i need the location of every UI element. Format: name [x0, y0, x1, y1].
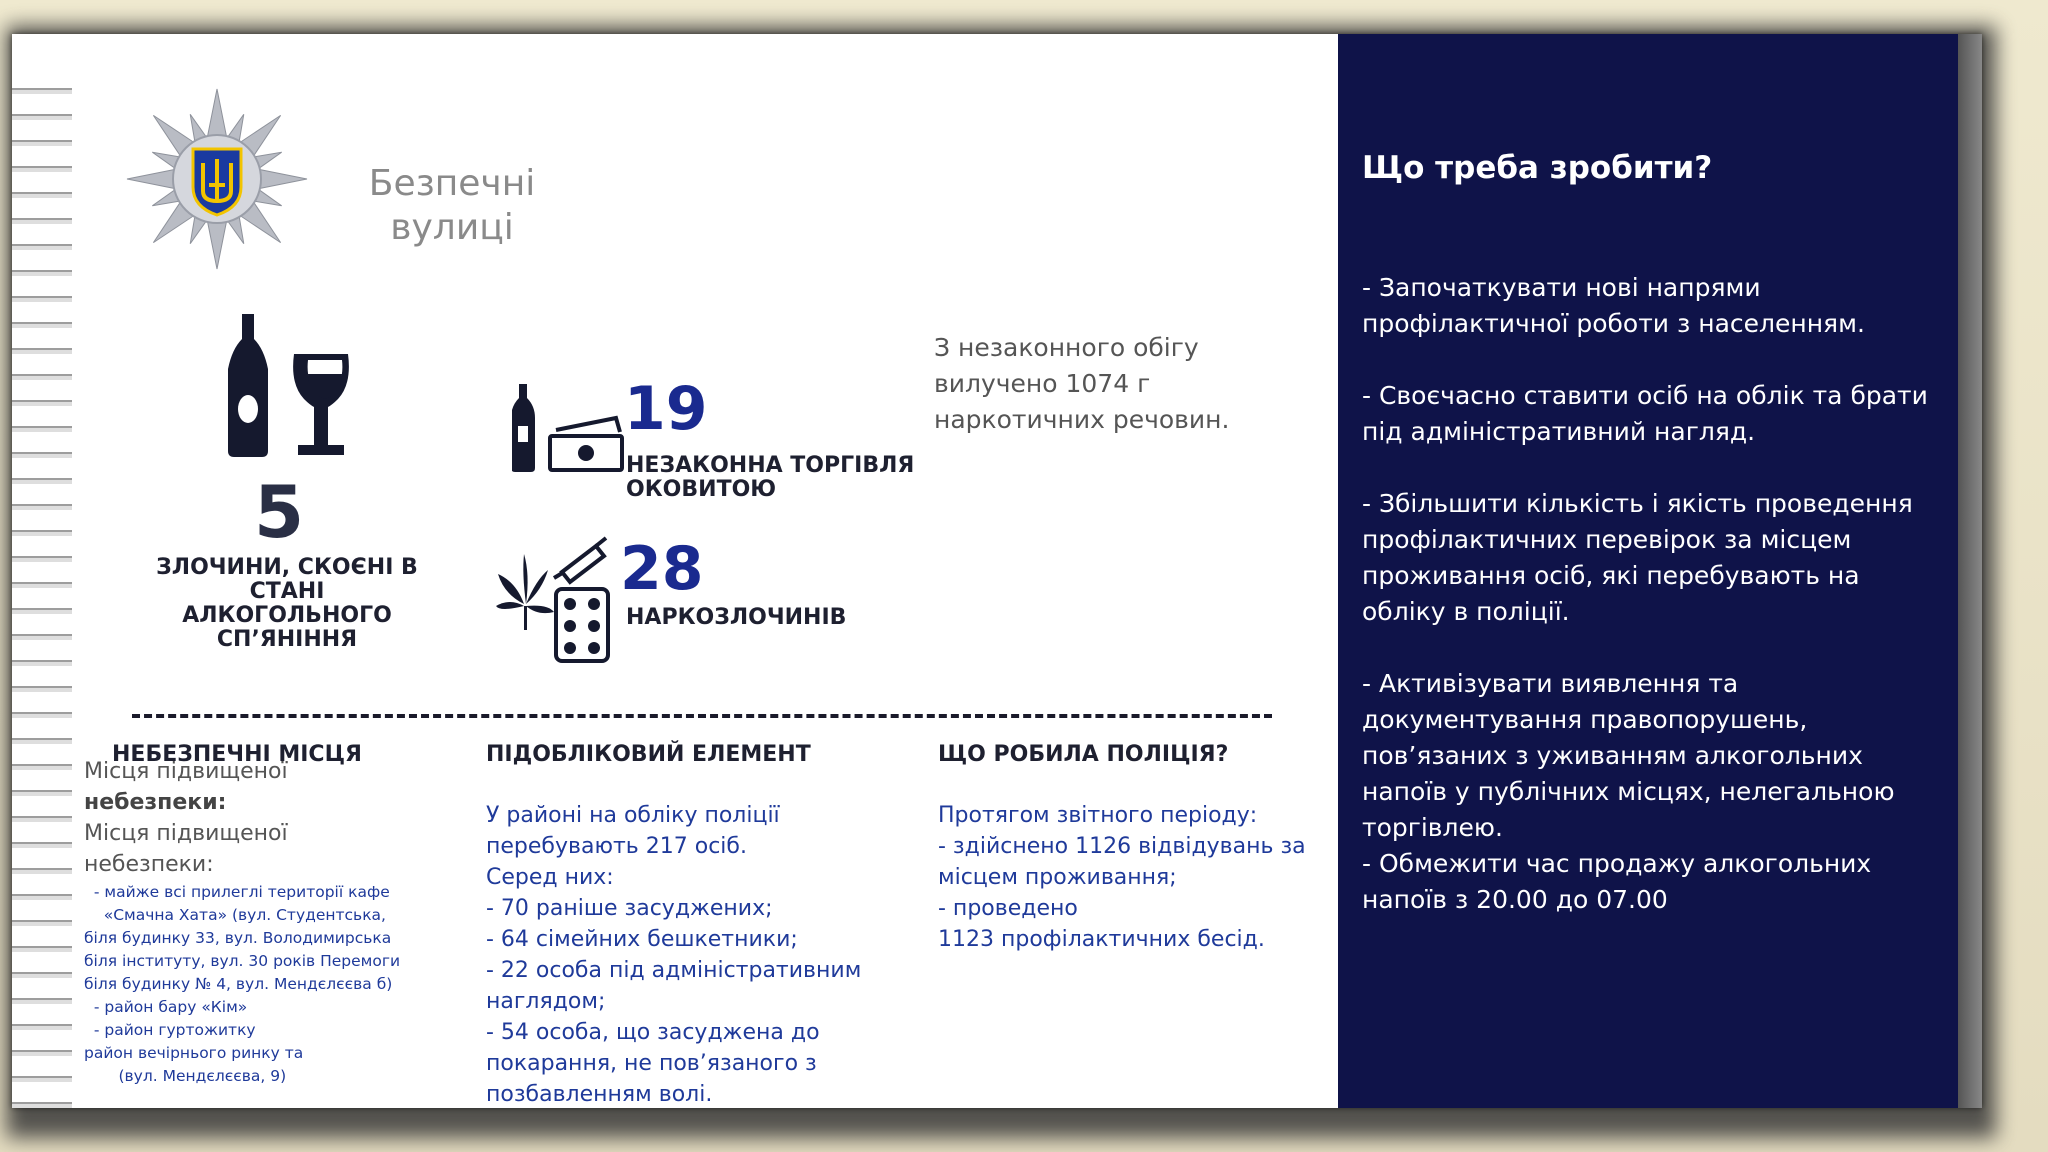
- registered-body: У районі на обліку поліції перебувають 217 осіб. Серед них: - 70 раніше засуджених; - 64 сімейних бешкетники; - 22 особа під адміністративним наглядом; - 54 особа, що засуджена до покарання, не пов’язаного з позбавленням волі.: [486, 803, 862, 1107]
- overlap-line2: небезпеки:: [84, 790, 227, 815]
- panel-edge: [1958, 34, 1982, 1108]
- subtitle-line2: небезпеки:: [84, 852, 214, 877]
- alcohol-crimes-label-line2: СТАНІ АЛКОГОЛЬНОГО: [182, 579, 392, 628]
- police-actions-body: Протягом звітного періоду: - здійснено 1126 відвідувань за місцем проживання; - проведено 1123 профілактичних бесід.: [938, 803, 1306, 952]
- seized-line1: З незаконного обігу: [934, 333, 1199, 362]
- brand-title: [342, 162, 562, 250]
- todo-item-2: - Своєчасно ставити осіб на облік та брати під адміністративний нагляд.: [1362, 381, 1928, 446]
- police-badge-icon: [122, 84, 312, 274]
- todo-item-5: - Обмежити час продажу алкогольних напоїв з 20.00 до 07.00: [1362, 849, 1872, 914]
- todo-title: Що треба зробити?: [1362, 150, 1713, 186]
- alcohol-crimes-label: [142, 556, 432, 652]
- drug-crimes-label: НАРКОЗЛОЧИНІВ: [626, 605, 847, 630]
- binder-rings: [12, 74, 72, 1108]
- dangerous-places-list: - майже всі прилеглі території кафе «Смачна Хата» (вул. Студентська, біля будинку 33, вул. Володимирська біля інституту, вул. 30 років Перемоги біля будинку № 4, вул. Мендєлєєва б) - район бару «Кім» - район гуртожитку район вечірнього ринку та (вул. Мендєлєєва, 9): [84, 883, 401, 1085]
- seized-line2: вилучено 1074 г: [934, 369, 1151, 398]
- bottle-money-icon: [512, 384, 627, 474]
- todo-item-4: - Активізувати виявлення та документування правопорушень, пов’язаних з уживанням алкогольних напоїв у публічних місцях, нелегальною торгівлею.: [1362, 669, 1895, 842]
- brand-title-line1: Безпечні: [368, 163, 536, 204]
- illegal-trade-label-line1: НЕЗАКОННА ТОРГІВЛЯ: [626, 453, 915, 478]
- alcohol-crimes-label-line3: СП’ЯНІННЯ: [216, 627, 358, 652]
- registered-heading: ПІДОБЛІКОВИЙ ЕЛЕМЕНТ: [486, 742, 811, 767]
- section-divider: [132, 714, 1272, 718]
- alcohol-crimes-count: 5: [254, 470, 305, 554]
- illegal-trade-count: 19: [624, 374, 708, 444]
- seized-drugs-note: [934, 330, 1229, 438]
- brand-title-line2: вулиці: [390, 207, 514, 248]
- dangerous-places-overlap: [84, 756, 288, 818]
- alcohol-crimes-label-line1: ЗЛОЧИНИ, СКОЄНІ В: [156, 555, 418, 580]
- todo-item-1: - Започаткувати нові напрями профілактичної роботи з населенням.: [1362, 273, 1865, 338]
- drugs-icon: [496, 534, 626, 664]
- seized-line3: наркотичних речовин.: [934, 405, 1230, 434]
- drug-crimes-count: 28: [620, 534, 704, 604]
- police-actions-heading: ЩО РОБИЛА ПОЛІЦІЯ?: [938, 742, 1229, 767]
- illegal-trade-label-line2: ОКОВИТОЮ: [626, 477, 777, 502]
- illegal-trade-label: [626, 454, 914, 502]
- dangerous-places-heading: НЕБЕЗПЕЧНІ МІСЦЯ: [112, 742, 362, 767]
- subtitle-line1: Місця підвищеної: [84, 821, 288, 846]
- dangerous-places-subtitle: [84, 818, 288, 880]
- overlap-line1: Місця підвищеної: [84, 759, 288, 784]
- bottle-glass-icon: [222, 314, 362, 459]
- todo-item-3: - Збільшити кількість і якість проведення профілактичних перевірок за місцем проживання осіб, які перебувають на обліку в поліції.: [1362, 489, 1913, 626]
